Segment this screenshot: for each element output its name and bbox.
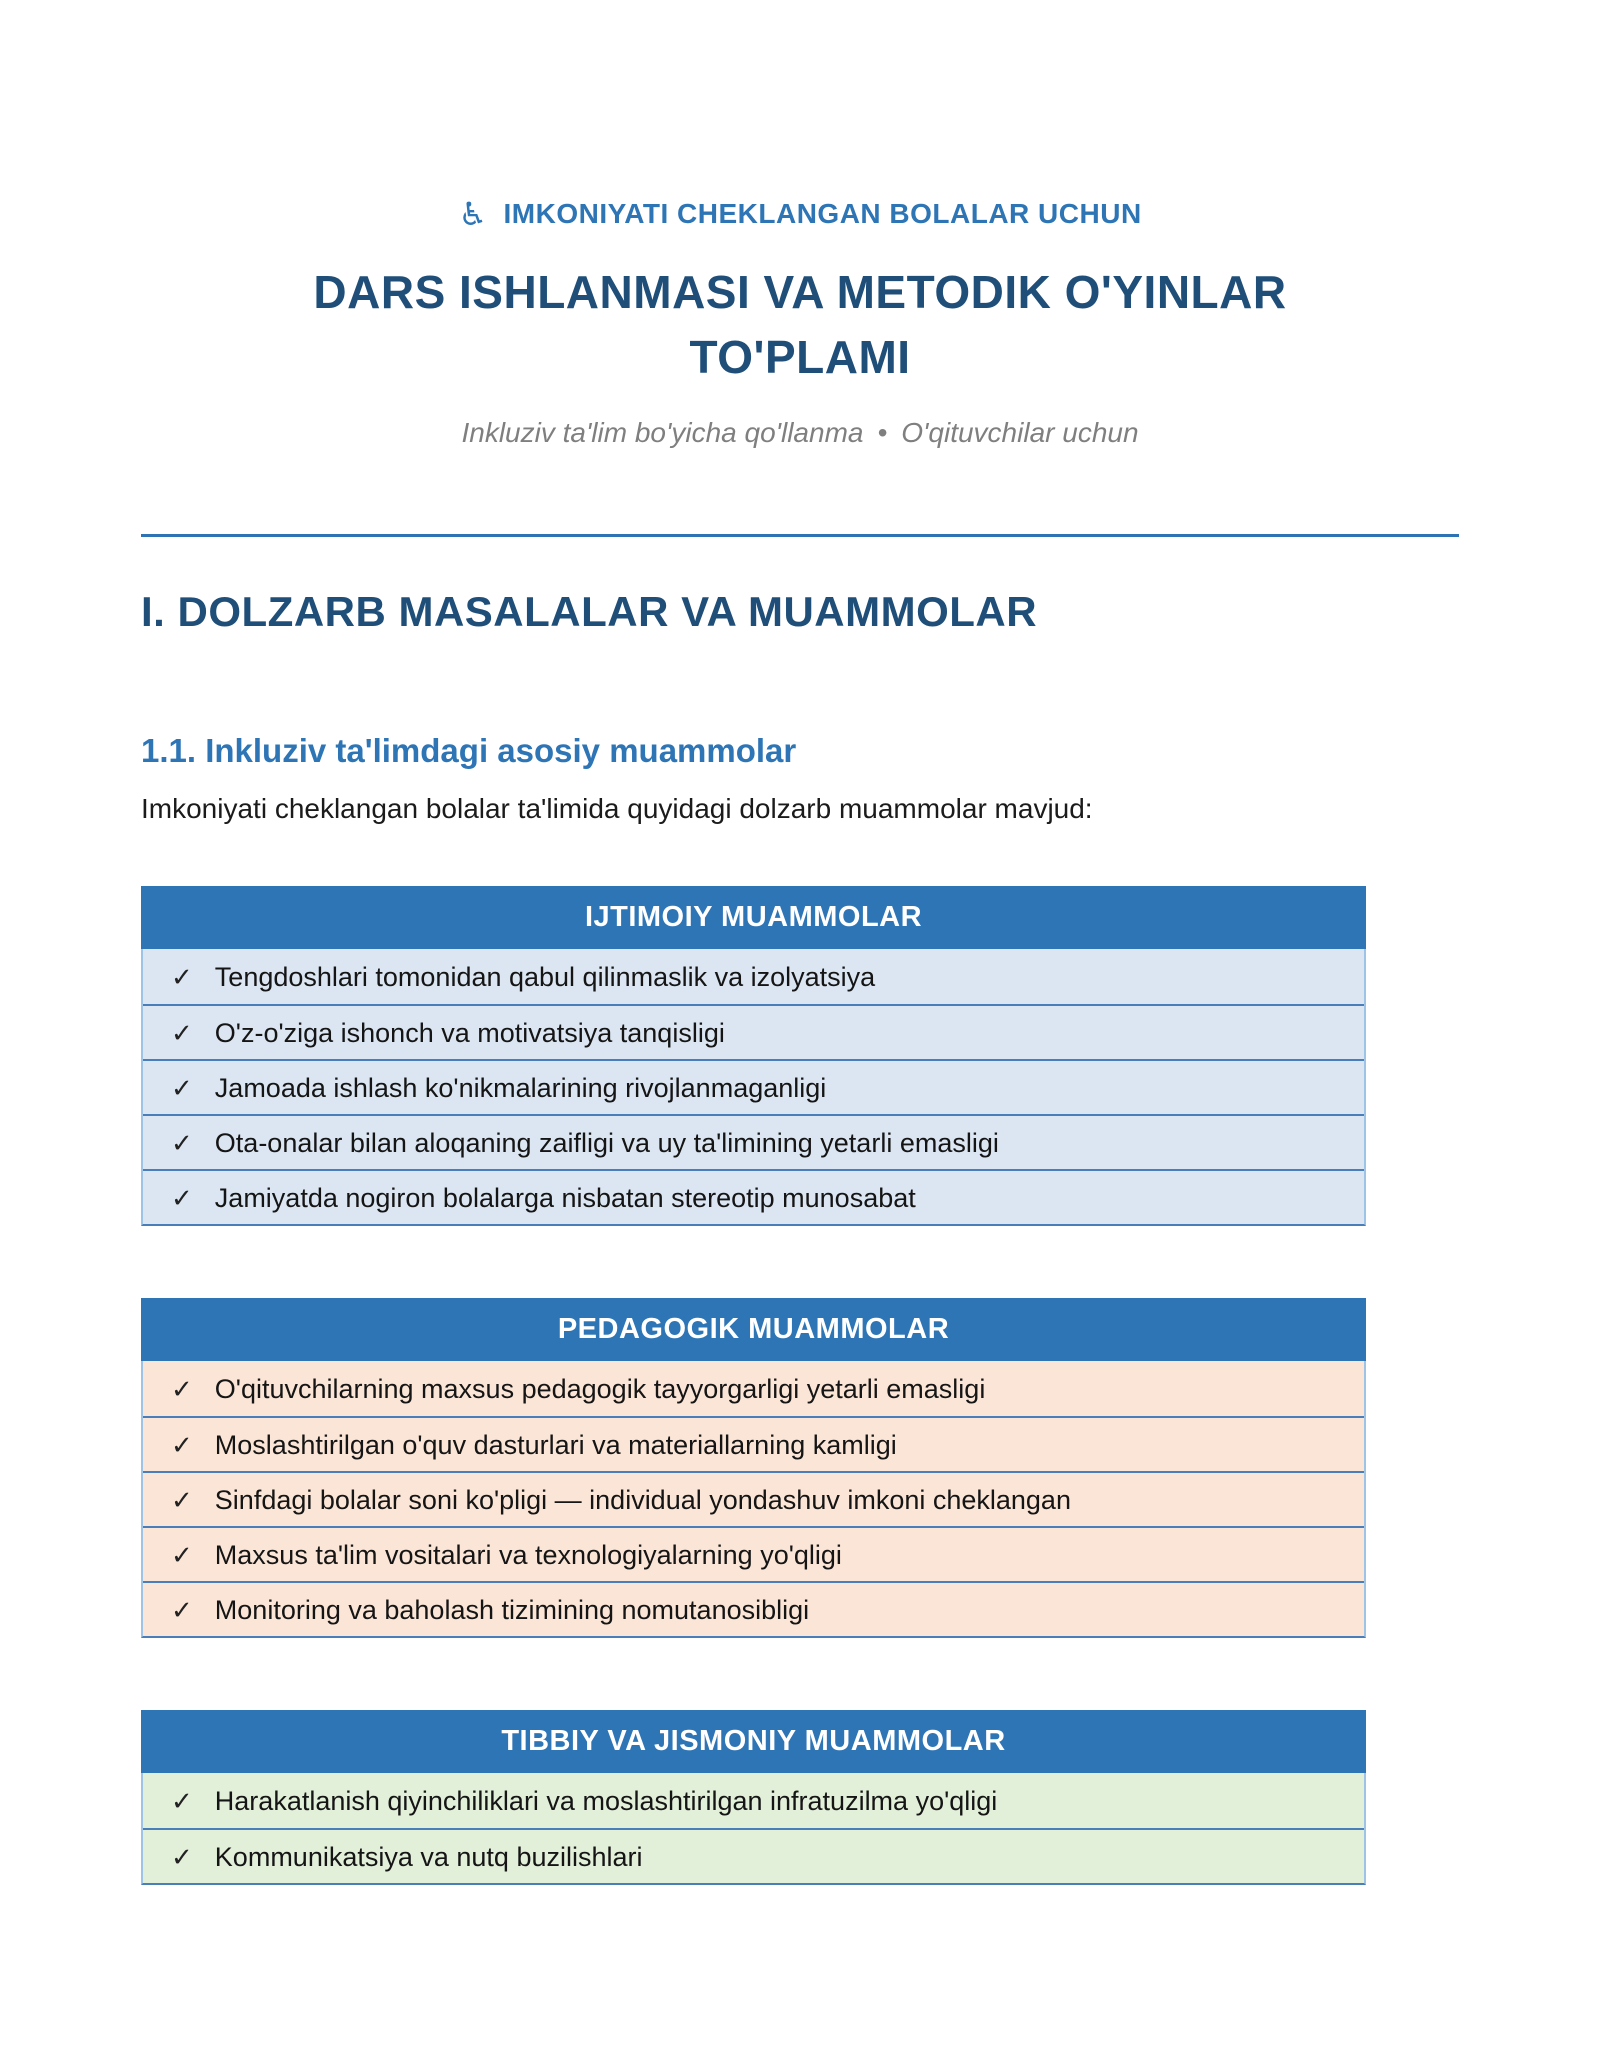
- table-row-text: Monitoring va baholash tizimining nomutanosibligi: [214, 1594, 810, 1625]
- table-body: [141, 1773, 1366, 1885]
- checkmark-icon: ✓: [171, 1484, 193, 1515]
- problem-table: [141, 886, 1366, 1226]
- table-row: [143, 1114, 1364, 1169]
- table-row-text: Sinfdagi bolalar soni ko'pligi — individual yondashuv imkoni cheklangan: [214, 1484, 1071, 1515]
- checkmark-icon: ✓: [171, 1072, 193, 1103]
- table-row: [143, 1773, 1364, 1828]
- checkmark-icon: ✓: [171, 1127, 193, 1158]
- divider-rule: [141, 534, 1459, 537]
- checkmark-icon: ✓: [171, 1182, 193, 1213]
- problem-table: [141, 1298, 1366, 1638]
- checkmark-icon: ✓: [171, 1373, 193, 1404]
- document-header: [141, 196, 1459, 450]
- table-row: [143, 1169, 1364, 1224]
- problem-tables: [141, 886, 1459, 1885]
- section-heading: I. DOLZARB MASALALAR VA MUAMMOLAR: [141, 588, 1038, 635]
- table-row-text: Tengdoshlari tomonidan qabul qilinmaslik va izolyatsiya: [214, 961, 876, 992]
- checkmark-icon: ✓: [171, 961, 193, 992]
- table-header: TIBBIY VA JISMONIY MUAMMOLAR: [141, 1710, 1366, 1773]
- table-row: [143, 1416, 1364, 1471]
- checkmark-icon: ✓: [171, 1539, 193, 1570]
- subtitle-bullet-separator: •: [877, 417, 888, 448]
- table-header: IJTIMOIY MUAMMOLAR: [141, 886, 1366, 949]
- table-row-text: Moslashtirilgan o'quv dasturlari va materiallarning kamligi: [214, 1429, 897, 1460]
- table-row: [143, 1581, 1364, 1636]
- table-row: [143, 1828, 1364, 1883]
- wheelchair-accessibility-icon: ♿: [458, 195, 488, 233]
- table-row-text: Ota-onalar bilan aloqaning zaifligi va uy ta'limining yetarli emasligi: [214, 1127, 999, 1158]
- document-content: [141, 196, 1459, 1885]
- table-row: [143, 1471, 1364, 1526]
- table-row-text: Maxsus ta'lim vositalari va texnologiyalarning yo'qligi: [214, 1539, 842, 1570]
- problem-table: [141, 1710, 1366, 1885]
- checkmark-icon: ✓: [171, 1841, 193, 1872]
- table-row-text: O'qituvchilarning maxsus pedagogik tayyorgarligi yetarli emasligi: [214, 1373, 986, 1404]
- table-body: [141, 949, 1366, 1226]
- table-row-text: Kommunikatsiya va nutq buzilishlari: [214, 1841, 643, 1872]
- checkmark-icon: ✓: [171, 1017, 193, 1048]
- table-row-text: Jamiyatda nogiron bolalarga nisbatan stereotip munosabat: [214, 1182, 916, 1213]
- kicker-text: IMKONIYATI CHEKLANGAN BOLALAR UCHUN: [503, 198, 1142, 229]
- table-header: PEDAGOGIK MUAMMOLAR: [141, 1298, 1366, 1361]
- kicker-line: [141, 196, 1459, 232]
- checkmark-icon: ✓: [171, 1785, 193, 1816]
- table-row: [143, 949, 1364, 1004]
- table-row: [143, 1004, 1364, 1059]
- table-row: [143, 1059, 1364, 1114]
- table-row: [143, 1526, 1364, 1581]
- subtitle-right: O'qituvchilar uchun: [901, 417, 1139, 448]
- checkmark-icon: ✓: [171, 1594, 193, 1625]
- table-row: [143, 1361, 1364, 1416]
- table-row-text: O'z-o'ziga ishonch va motivatsiya tanqisligi: [214, 1017, 725, 1048]
- document-title: DARS ISHLANMASI VA METODIK O'YINLAR TO'PLAMI: [313, 266, 1287, 383]
- table-row-text: Jamoada ishlash ko'nikmalarining rivojlanmaganligi: [214, 1072, 827, 1103]
- subsection-heading: 1.1. Inkluziv ta'limdagi asosiy muammolar: [141, 732, 797, 769]
- subtitle-left: Inkluziv ta'lim bo'yicha qo'llanma: [461, 417, 864, 448]
- intro-paragraph: Imkoniyati cheklangan bolalar ta'limida quyidagi dolzarb muammolar mavjud:: [141, 793, 1093, 824]
- document-subtitle: [141, 416, 1459, 450]
- checkmark-icon: ✓: [171, 1429, 193, 1460]
- table-row-text: Harakatlanish qiyinchiliklari va moslashtirilgan infratuzilma yo'qligi: [214, 1785, 998, 1816]
- table-body: [141, 1361, 1366, 1638]
